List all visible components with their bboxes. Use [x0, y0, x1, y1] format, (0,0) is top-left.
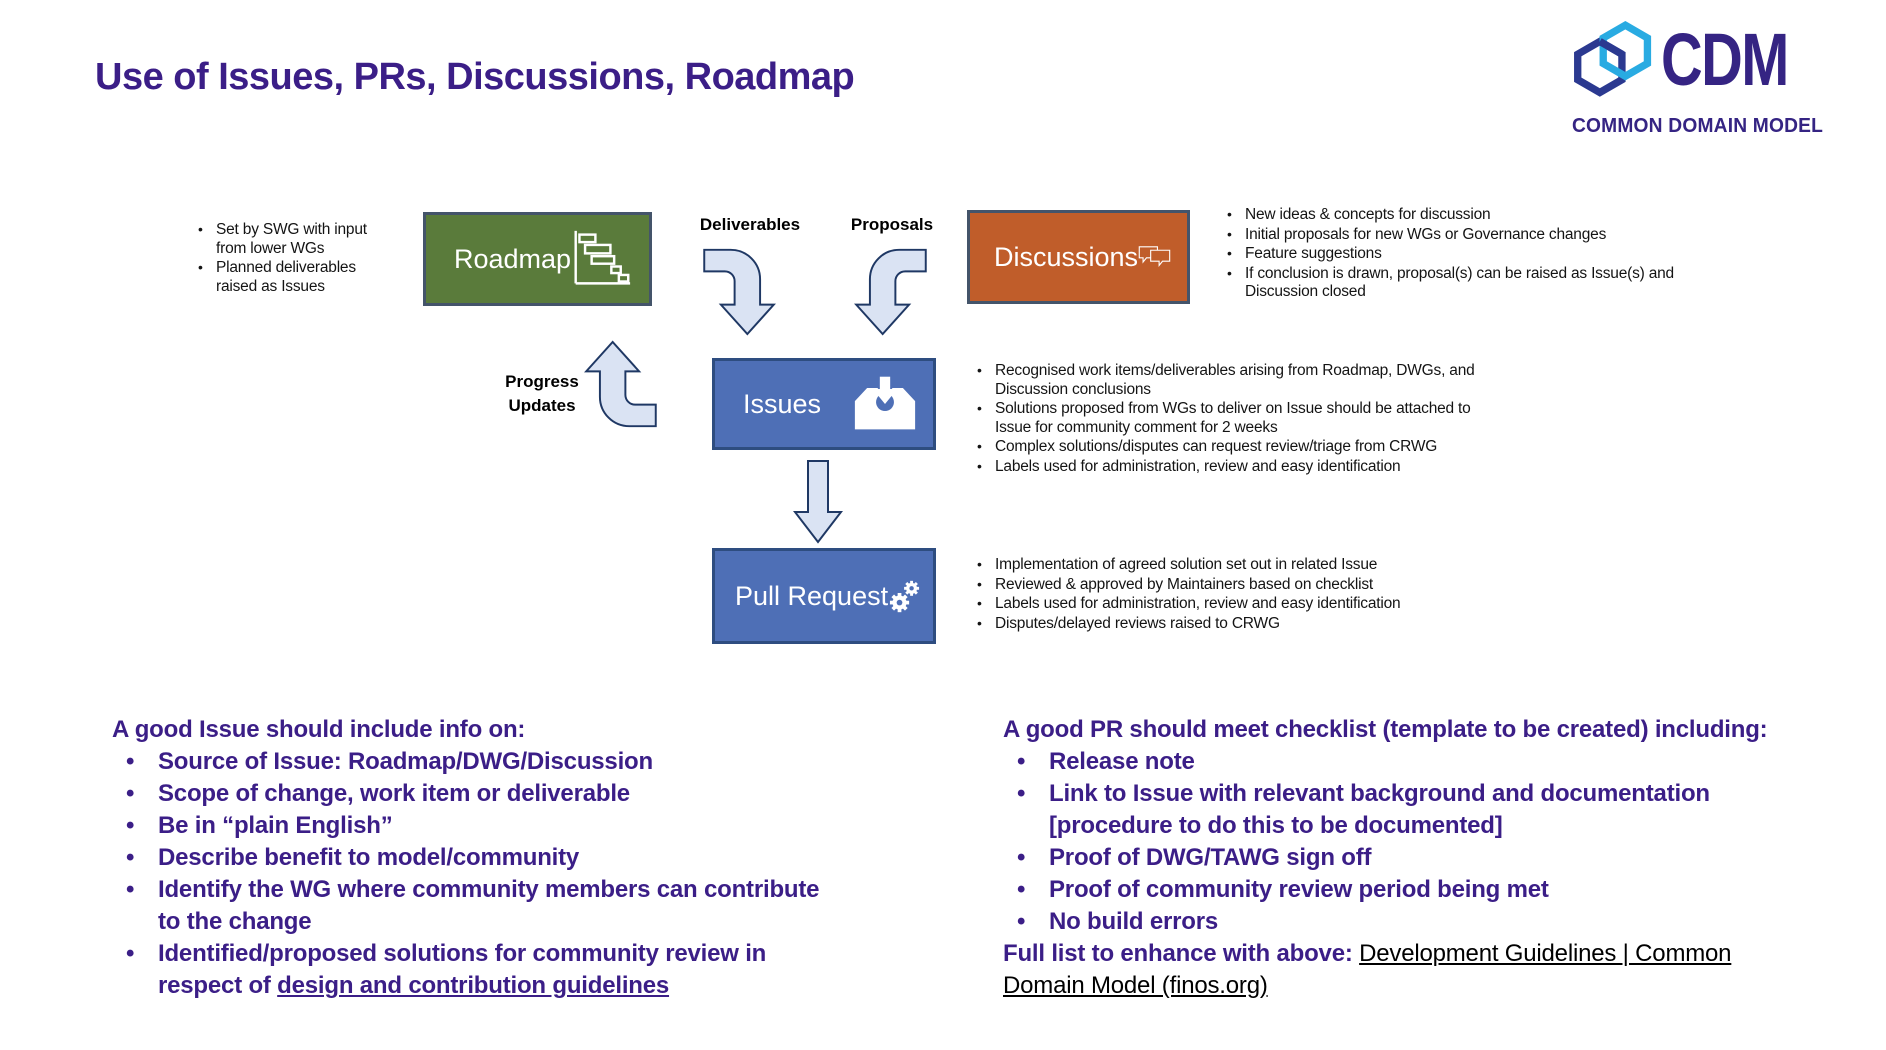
progress-updates-label [498, 370, 586, 418]
progress-updates-arrow [583, 340, 657, 436]
good-issue-heading: A good Issue should include info on: [112, 716, 526, 743]
issues-box-label: Issues [743, 388, 822, 419]
list-item: • Feature suggestions [1222, 245, 1674, 264]
cdm-logo-top [1572, 8, 1824, 112]
roadmap-box [423, 212, 652, 306]
speech-bubbles-icon [1138, 231, 1171, 283]
good-pr-heading: A good PR should meet checklist (template to be created) including: [1003, 716, 1768, 743]
inbox-download-icon [853, 376, 917, 432]
list-item: • New ideas & concepts for discussion [1222, 206, 1674, 225]
discussions-bullet-list [1222, 206, 1674, 303]
progress-label-line1: Progress [505, 372, 579, 391]
list-item: • Identify the WG where community members can contribute to the change [112, 874, 827, 938]
list-item: • Solutions proposed from WGs to deliver on Issue should be attached to Issue for community comment for 2 weeks [972, 400, 1492, 437]
list-item: • Set by SWG with input from lower WGs [193, 221, 385, 258]
list-item: • Initial proposals for new WGs or Governance changes [1222, 226, 1674, 245]
list-item: • Reviewed & approved by Maintainers based on checklist [972, 576, 1512, 595]
issues-bullet-list [972, 362, 1492, 478]
pull-request-box [712, 548, 936, 644]
issues-box [712, 358, 936, 450]
list-item: • Implementation of agreed solution set out in related Issue [972, 556, 1512, 575]
gantt-chart-icon [571, 229, 633, 289]
pull-request-box-label: Pull Request [735, 580, 889, 611]
list-item: • Be in “plain English” [112, 810, 827, 842]
cdm-logo [1572, 8, 1824, 138]
list-item: • Planned deliverables raised as Issues [193, 259, 385, 296]
roadmap-box-label: Roadmap [454, 243, 572, 274]
list-item: • Disputes/delayed reviews raised to CRWG [972, 615, 1512, 634]
good-issue-checklist [112, 714, 827, 1002]
list-item: • Complex solutions/disputes can request review/triage from CRWG [972, 438, 1492, 457]
list-item: • Proof of DWG/TAWG sign off [1003, 842, 1813, 874]
roadmap-bullet-list [193, 221, 385, 297]
discussions-box [967, 210, 1190, 304]
list-item: • Recognised work items/deliverables arising from Roadmap, DWGs, and Discussion conclusions [972, 362, 1492, 399]
proposals-arrow-label: Proposals [850, 215, 934, 234]
design-contribution-guidelines-link[interactable]: design and contribution guidelines [277, 972, 670, 999]
good-pr-list [1003, 746, 1813, 938]
list-item: • Labels used for administration, review and easy identification [972, 458, 1492, 477]
list-item [112, 938, 827, 1002]
pull-request-bullet-list [972, 556, 1512, 634]
development-guidelines-link[interactable]: Development Guidelines | Common Domain Model (finos.org) [1003, 940, 1732, 999]
cdm-logo-name: COMMON DOMAIN MODEL [1572, 115, 1824, 137]
full-list-label: Full list to enhance with above: [1003, 940, 1360, 967]
discussions-box-label: Discussions [994, 241, 1139, 272]
list-item: • No build errors [1003, 906, 1813, 938]
issues-to-pr-arrow [793, 460, 843, 544]
deliverables-arrow [703, 240, 777, 336]
good-issue-list [112, 746, 827, 1002]
full-list-footer [1003, 938, 1773, 1002]
list-item: • Scope of change, work item or deliverable [112, 778, 827, 810]
list-item: • Labels used for administration, review and easy identification [972, 595, 1512, 614]
list-item: • Link to Issue with relevant background and documentation [procedure to do this to be documented] [1003, 778, 1813, 842]
page-title: Use of Issues, PRs, Discussions, Roadmap [95, 56, 855, 98]
cdm-hexagons-icon [1572, 8, 1655, 112]
progress-label-line2: Updates [508, 396, 576, 415]
list-item: • If conclusion is drawn, proposal(s) can be raised as Issue(s) and Discussion closed [1222, 265, 1674, 302]
good-pr-checklist [1003, 714, 1813, 1002]
list-item: • Describe benefit to model/community [112, 842, 827, 874]
proposals-arrow [853, 240, 927, 336]
cdm-acronym: CDM [1661, 18, 1789, 101]
list-item: • Source of Issue: Roadmap/DWG/Discussion [112, 746, 827, 778]
deliverables-arrow-label: Deliverables [699, 215, 801, 234]
list-item: • Proof of community review period being met [1003, 874, 1813, 906]
gears-icon [888, 564, 921, 628]
list-item: • Release note [1003, 746, 1813, 778]
issue-last-bullet-text: Identified/proposed solutions for community review in respect of [158, 940, 767, 999]
